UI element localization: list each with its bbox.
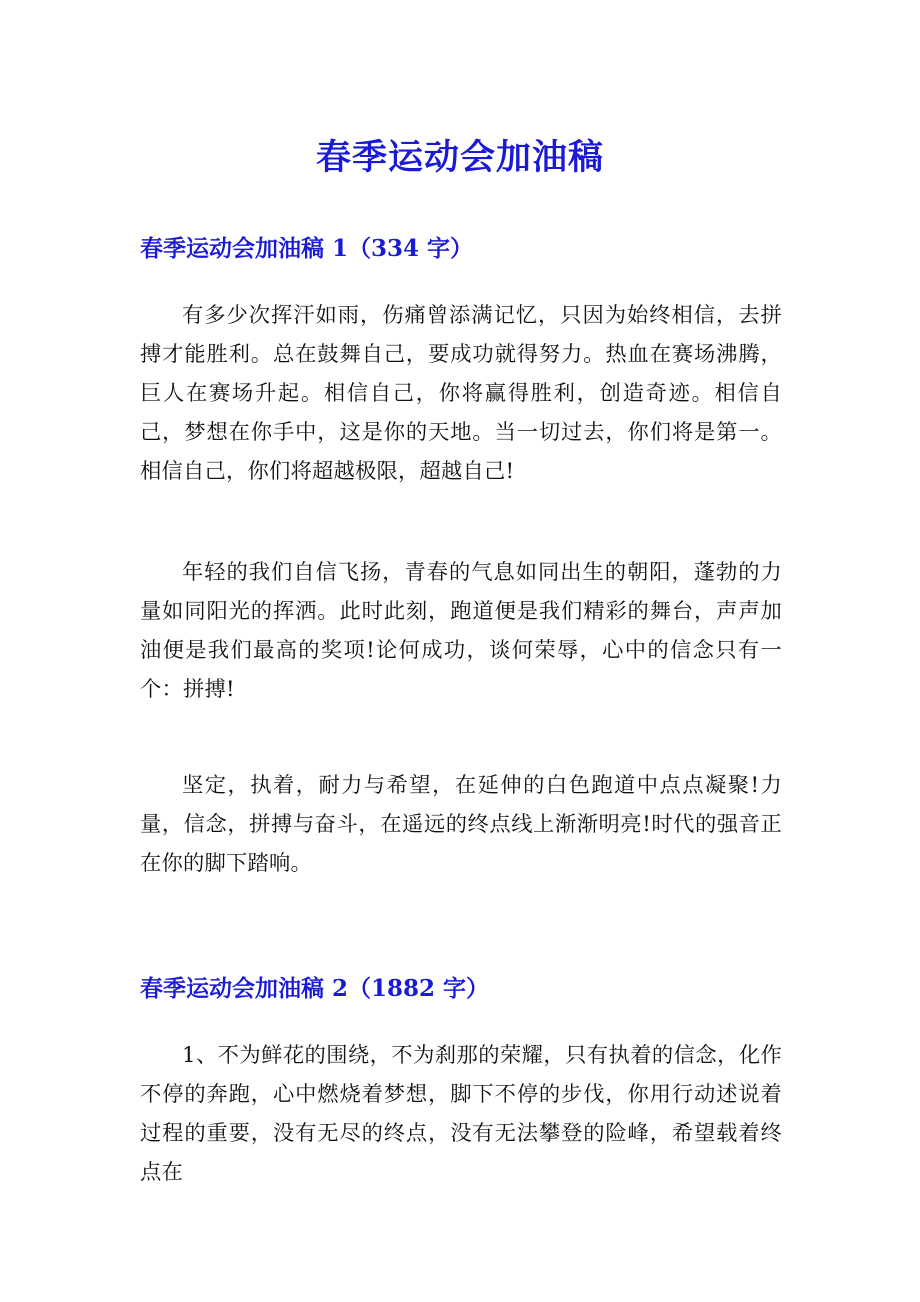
paragraph: 有多少次挥汗如雨，伤痛曾添满记忆，只因为始终相信，去拼搏才能胜利。总在鼓舞自己，要成功就得努力。热血在赛场沸腾，巨人在赛场升起。相信自己，你将赢得胜利，创造奇迹。相信自己，梦想在你手中，这是你的天地。当一切过去，你们将是第一。相信自己，你们将超越极限，超越自己!	[140, 303, 782, 484]
paragraph: 坚定，执着，耐力与希望，在延伸的白色跑道中点点凝聚!力量，信念，拼搏与奋斗，在遥远的终点线上渐渐明亮!时代的强音正在你的脚下踏响。	[140, 773, 782, 876]
section-heading-2: 春季运动会加油稿 2（1882 字）	[140, 975, 490, 1002]
document-title: 春季运动会加油稿	[315, 137, 604, 178]
paragraph: 1、不为鲜花的围绕，不为刹那的荣耀，只有执着的信念，化作不停的奔跑，心中燃烧着梦想，脚下不停的步伐，你用行动述说着过程的重要，没有无尽的终点，没有无法攀登的险峰，希望载着终点在	[140, 1043, 782, 1185]
paragraph: 年轻的我们自信飞扬，青春的气息如同出生的朝阳，蓬勃的力量如同阳光的挥洒。此时此刻，跑道便是我们精彩的舞台，声声加油便是我们最高的奖项!论何成功，谈何荣辱，心中的信念只有一个：拼搏!	[140, 560, 782, 702]
section-heading-1: 春季运动会加油稿 1（334 字）	[140, 235, 474, 262]
